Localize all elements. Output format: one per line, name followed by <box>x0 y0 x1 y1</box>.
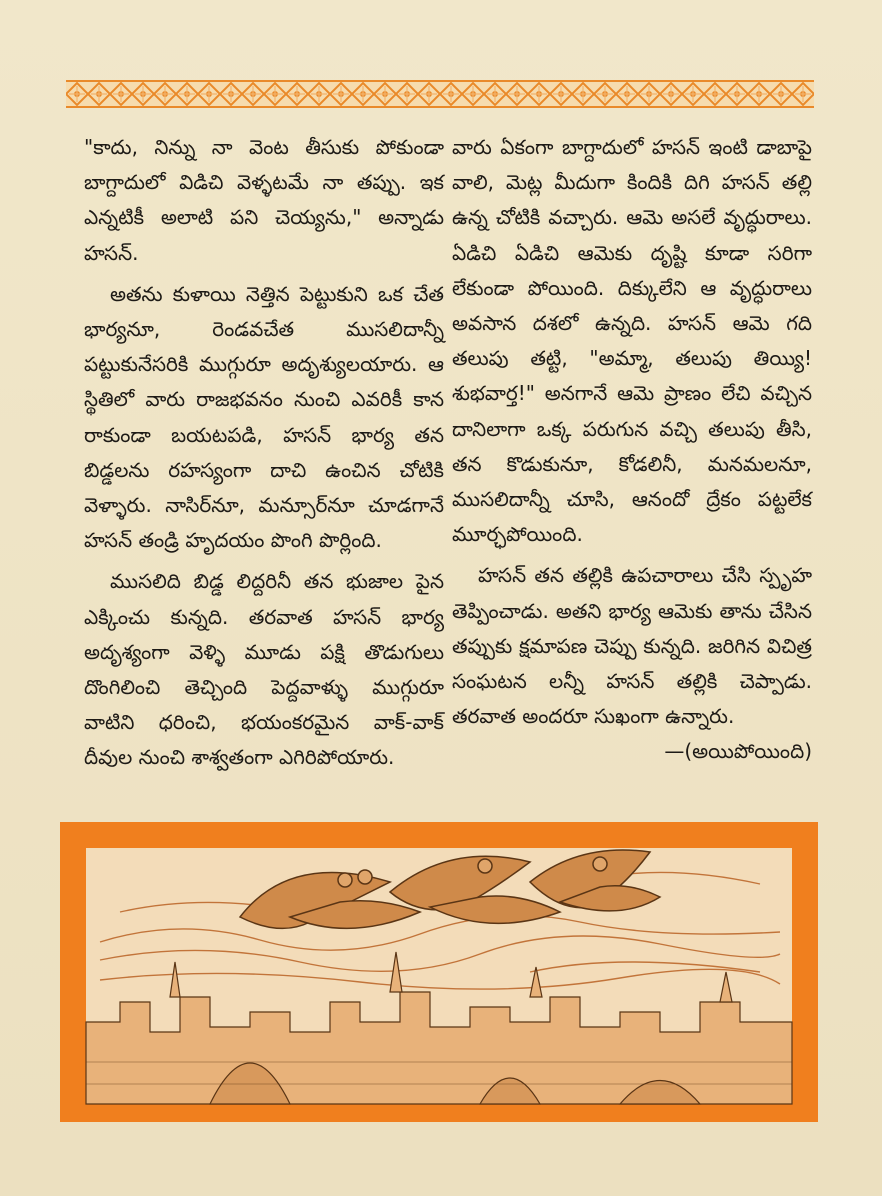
right-column <box>452 130 812 770</box>
paragraph: ముసలిది బిడ్డ లిద్దరినీ తన భుజాల పైన ఎక్కించు కున్నది. తరవాత హసన్ భార్య అదృశ్యంగా వెళ్ళి మూడు పక్షి తొడుగులు దొంగిలించి తెచ్చింది పెద్దవాళ్ళు ముగ్గురూ వాటిని ధరించి, భయంకరమైన వాక్-వాక్ దీవుల నుంచి శాశ్వతంగా ఎగిరిపోయారు. <box>84 569 444 770</box>
left-column <box>84 130 444 776</box>
paragraph-text: హసన్ తన తల్లికి ఉపచారాలు చేసి స్పృహ తెప్పించాడు. అతని భార్య ఆమెకు తాను చేసిన తప్పుకు క్షమాపణ చెప్పు కున్నది. జరిగిన విచిత్ర సంఘటన లన్నీ హసన్ తల్లికి చెప్పాడు. తరవాత అందరూ సుఖంగా ఉన్నారు. <box>452 563 812 729</box>
paragraph: "కాదు, నిన్ను నా వెంట తీసుకు పోకుండా బాగ్దాదులో విడిచి వెళ్ళటమే నా తప్పు. ఇక ఎన్నటికీ అలాటి పని చెయ్యను," అన్నాడు హసన్. <box>84 135 444 265</box>
decorative-top-border <box>66 80 814 108</box>
paragraph: వారు ఏకంగా బాగ్దాదులో హసన్ ఇంటి డాబాపై వాలి, మెట్ల మీదుగా కిందికి దిగి హసన్ తల్లి ఉన్న చోటికి వచ్చారు. ఆమె అసలే వృద్ధురాలు. ఏడిచి ఏడిచి ఆమెకు దృష్టి కూడా సరిగా లేకుండా పోయింది. దిక్కులేని ఆ వృద్ధురాలు అవసాన దశలో ఉన్నది. హసన్ ఆమె గది తలుపు తట్టి, "అమ్మా, తలుపు తియ్యి! శుభవార్త!" అనగానే ఆమె ప్రాణం లేచి వచ్చిన దానిలాగా ఒక్క పరుగున వచ్చి తలుపు తీసి, తన కొడుకునూ, కోడలినీ, మనమలనూ, ముసలిదాన్నీ చూసి, ఆనందో ద్రేకం పట్టలేక మూర్ఛపోయింది. <box>452 135 812 547</box>
paragraph <box>452 558 812 764</box>
end-mark: —(అయిపోయింది) <box>664 739 812 764</box>
flying-birds-over-city-illustration <box>60 822 818 1122</box>
paragraph: అతను కుళాయి నెత్తిన పెట్టుకుని ఒక చేత భార్యనూ, రెండవచేత ముసలిదాన్నీ పట్టుకునేసరికి ముగ్గురూ అదృశ్యులయారు. ఆ స్థితిలో వారు రాజభవనం నుంచి ఎవరికీ కాన రాకుండా బయటపడి, హసన్ భార్య తన బిడ్డలను రహస్యంగా దాచి ఉంచిన చోటికి వెళ్ళారు. నాసిర్‌నూ, మన్సూర్‌నూ చూడగానే హసన్ తండ్రి హృదయం పొంగి పొర్లింది. <box>84 281 444 553</box>
